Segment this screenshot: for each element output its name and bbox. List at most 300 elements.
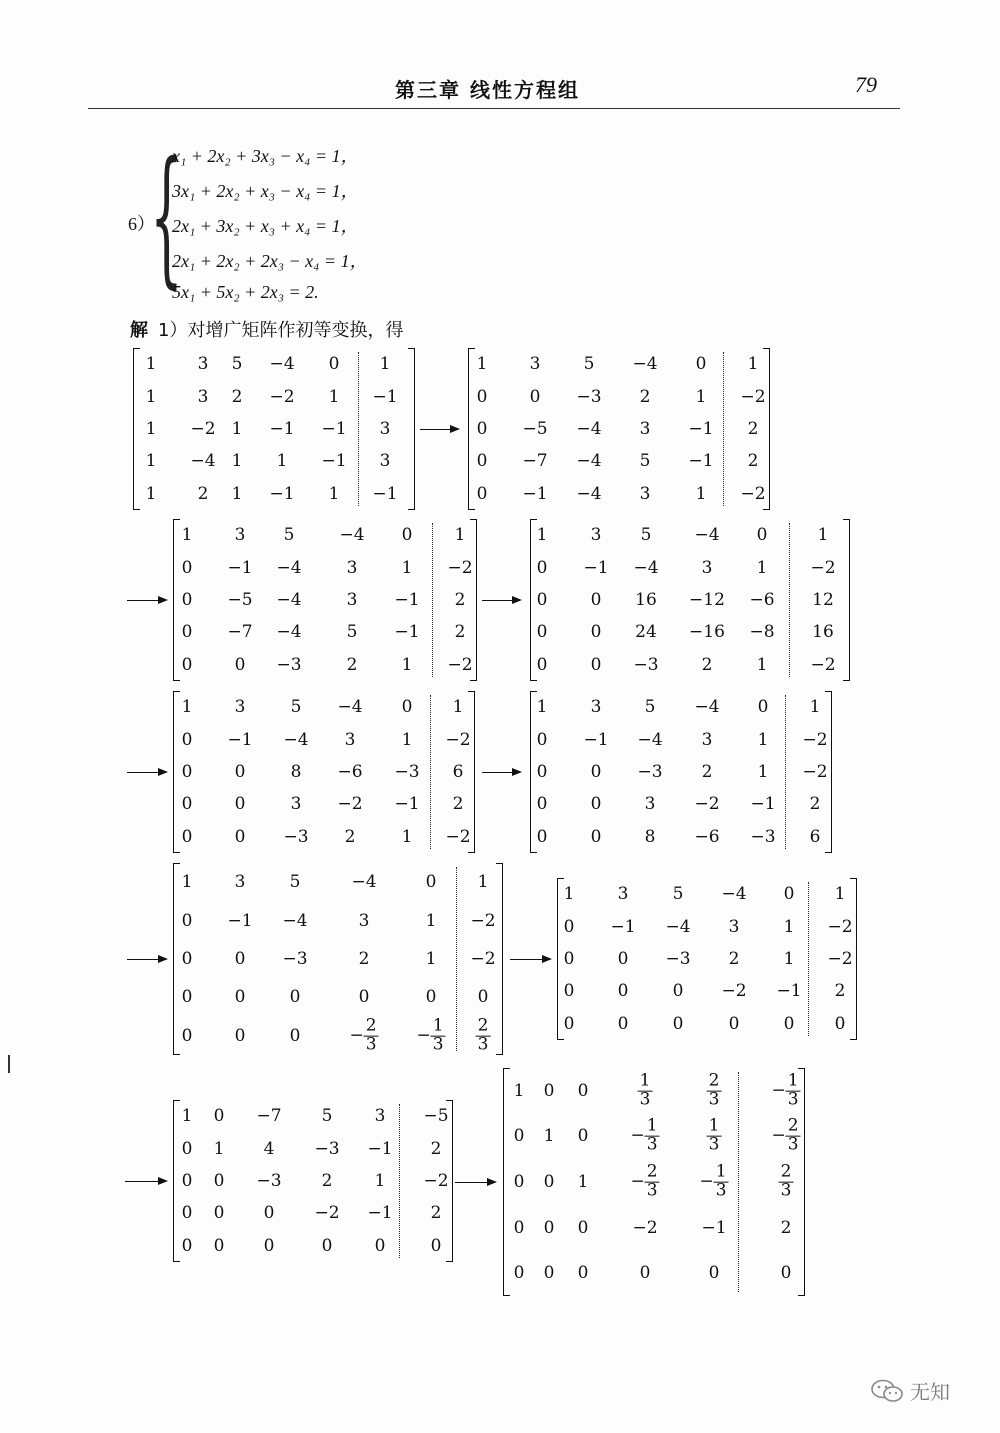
matrix-entry: 3 [728,916,740,937]
matrix-entry: 0 [543,1080,555,1101]
matrix-entry: 0 [425,872,437,893]
matrix-entry: 0 [234,949,246,969]
matrix-entry: 3 [358,910,370,931]
matrix-entry: 1 [401,826,413,847]
matrix-entry: 0 [536,729,548,750]
matrix-entry: 0 [181,987,193,1008]
matrix-entry: 3 [234,872,246,893]
matrix-entry: $\frac{2}{3}$ [477,1015,489,1055]
matrix-entry: −2 [632,1217,658,1238]
augment-divider [456,867,457,1051]
matrix-entry: 0 [181,949,193,969]
matrix-entry: 2 [639,386,651,407]
matrix-entry: 0 [756,525,768,546]
matrix-entry: −2 [802,729,828,750]
matrix-entry: 5 [640,525,652,546]
matrix-entry: 0 [477,987,489,1008]
augment-divider [738,1072,739,1292]
matrix-entry: −4 [576,483,602,504]
augmented-matrix-4 [530,519,850,681]
matrix-entry: −3 [637,762,663,782]
matrix-entry: −1 [227,557,253,578]
matrix-entry: 6 [452,762,464,782]
matrix-entry: − $\frac{1}{3}$ [630,1116,658,1155]
watermark [870,1376,950,1405]
matrix-entry: 3 [197,354,209,375]
matrix-entry: 0 [513,1217,525,1238]
matrix-entry: 0 [181,1203,193,1224]
matrix-entry: −1 [372,386,398,407]
matrix-entry: 3 [617,884,629,905]
augment-divider [430,695,431,849]
matrix-entry: 0 [321,1235,333,1256]
matrix-entry: 1 [231,451,243,472]
augmented-matrix-6 [530,691,832,853]
matrix-entry: −6 [337,762,363,782]
matrix-entry: −4 [633,557,659,578]
matrix-entry: 2 [454,622,466,643]
matrix-entry: 1 [231,419,243,439]
matrix-entry: 1 [328,386,340,407]
matrix-entry: 1 [513,1080,525,1101]
left-bracket [173,1100,180,1262]
matrix-entry: −3 [283,826,309,847]
equation-1: x₁ + 2x₂ + 3x₃ − x₄ = 1， [172,146,359,166]
matrix-entry: 1 [577,1172,589,1192]
matrix-entry: −2 [447,654,473,675]
matrix-entry: 2 [231,386,243,407]
matrix-entry: 1 [401,729,413,750]
matrix-entry: 0 [234,826,246,847]
matrix-entry: 0 [513,1172,525,1192]
matrix-entry: −5 [227,590,253,610]
equation-brace: { [150,130,183,302]
matrix-entry: 0 [181,1138,193,1159]
matrix-entry: −12 [689,590,725,610]
matrix-entry: −1 [688,419,714,439]
matrix-entry: 0 [401,525,413,546]
matrix-entry: 3 [346,590,358,610]
transform-arrow [125,1181,166,1182]
matrix-entry: 0 [783,884,795,905]
matrix-entry: 1 [181,872,193,893]
matrix-entry: 2 [197,483,209,504]
matrix-entry: −4 [276,590,302,610]
matrix-entry: 5 [289,872,301,893]
matrix-entry: 3 [529,354,541,375]
matrix-entry: −4 [665,916,691,937]
matrix-entry: 5 [231,354,243,375]
matrix-entry: 2 [780,1217,792,1238]
augmented-matrix-9 [173,1100,453,1262]
matrix-entry: 0 [563,981,575,1002]
matrix-entry: 0 [834,1013,846,1034]
matrix-entry: − $\frac{1}{3}$ [771,1070,799,1110]
left-bracket [133,348,140,510]
matrix-entry: −4 [269,354,295,375]
augmented-matrix-5 [173,691,475,853]
augmented-matrix-7 [173,863,503,1055]
matrix-entry: −3 [633,654,659,675]
matrix-entry: 0 [234,762,246,782]
right-bracket [843,519,850,681]
matrix-entry: 0 [617,1013,629,1034]
matrix-entry: 1 [374,1171,386,1191]
matrix-entry: 0 [181,1171,193,1191]
transform-arrow [455,1182,495,1183]
matrix-entry: 0 [536,762,548,782]
matrix-entry: 0 [263,1235,275,1256]
matrix-entry: −6 [749,590,775,610]
matrix-entry: 0 [543,1217,555,1238]
matrix-entry: 2 [430,1203,442,1224]
transform-arrow [420,429,458,430]
matrix-entry: 0 [476,483,488,504]
matrix-entry: 0 [780,1263,792,1284]
matrix-entry: 4 [263,1138,275,1159]
matrix-entry: −4 [632,354,658,375]
matrix-entry: −1 [394,794,420,815]
augment-divider [432,523,433,677]
matrix-entry: −2 [802,762,828,782]
matrix-entry: 3 [379,419,391,439]
wechat-icon [870,1379,904,1403]
matrix-entry: −2 [314,1203,340,1224]
matrix-entry: 0 [181,729,193,750]
left-bracket [468,348,475,510]
matrix-entry: 1 [757,762,769,782]
matrix-entry: 2 [834,981,846,1002]
matrix-entry: −2 [470,910,496,931]
matrix-entry: 0 [263,1203,275,1224]
matrix-entry: 0 [672,981,684,1002]
matrix-entry: 3 [639,483,651,504]
matrix-entry: −1 [372,483,398,504]
matrix-entry: −4 [721,884,747,905]
matrix-entry: −4 [282,910,308,931]
matrix-entry: $\frac{1}{3}$ [708,1116,720,1155]
matrix-entry: $\frac{2}{3}$ [780,1161,792,1201]
matrix-entry: 3 [344,729,356,750]
matrix-entry: 1 [756,557,768,578]
matrix-entry: 0 [513,1126,525,1147]
matrix-entry: 5 [321,1106,333,1127]
matrix-entry: 12 [812,590,834,610]
matrix-entry: 1 [536,697,548,718]
matrix-entry: $\frac{1}{3}$ [639,1070,651,1110]
matrix-entry: 0 [543,1172,555,1192]
transform-arrow [127,959,166,960]
matrix-entry: − $\frac{1}{3}$ [699,1161,727,1201]
matrix-entry: 1 [425,910,437,931]
matrix-entry: 5 [583,354,595,375]
matrix-entry: −7 [256,1106,282,1127]
matrix-entry: 0 [328,354,340,375]
matrix-entry: −5 [423,1106,449,1127]
matrix-entry: 0 [289,987,301,1008]
matrix-entry: 0 [617,949,629,969]
matrix-entry: −2 [423,1171,449,1191]
matrix-entry: 0 [536,654,548,675]
matrix-entry: 2 [701,654,713,675]
matrix-entry: 2 [430,1138,442,1159]
matrix-entry: −4 [283,729,309,750]
left-bracket [173,863,180,1055]
matrix-entry: 0 [563,1013,575,1034]
matrix-entry: −2 [337,794,363,815]
matrix-entry: 3 [379,451,391,472]
matrix-entry: 16 [635,590,657,610]
matrix-entry: −2 [470,949,496,969]
matrix-entry: 5 [290,697,302,718]
matrix-entry: 1 [145,419,157,439]
matrix-entry: 16 [812,622,834,643]
matrix-entry: 0 [577,1263,589,1284]
matrix-entry: −1 [227,910,253,931]
matrix-entry: 1 [817,525,829,546]
margin-mark [8,1055,10,1073]
matrix-entry: −2 [810,654,836,675]
augmented-matrix-10 [503,1068,805,1296]
augmented-matrix-2 [468,348,770,510]
matrix-entry: 1 [695,483,707,504]
matrix-entry: −1 [776,981,802,1002]
transform-arrow [482,600,520,601]
matrix-entry: −2 [190,419,216,439]
matrix-entry: 0 [234,794,246,815]
matrix-entry: 2 [728,949,740,969]
matrix-entry: 1 [328,483,340,504]
matrix-entry: 0 [536,622,548,643]
matrix-entry: 0 [672,1013,684,1034]
matrix-entry: 0 [181,910,193,931]
matrix-entry: 3 [197,386,209,407]
matrix-entry: 3 [701,557,713,578]
matrix-entry: 5 [672,884,684,905]
matrix-entry: 0 [430,1235,442,1256]
matrix-entry: 1 [783,916,795,937]
matrix-entry: −4 [694,525,720,546]
matrix-entry: 0 [181,826,193,847]
matrix-entry: 5 [346,622,358,643]
matrix-entry: 0 [536,794,548,815]
matrix-entry: 3 [590,525,602,546]
matrix-entry: −1 [321,419,347,439]
matrix-entry: 0 [563,916,575,937]
matrix-entry: 1 [756,654,768,675]
matrix-entry: −2 [721,981,747,1002]
transform-arrow [510,959,550,960]
matrix-entry: 1 [425,949,437,969]
header-rule [88,108,900,109]
matrix-entry: 0 [213,1203,225,1224]
matrix-entry: −1 [394,622,420,643]
matrix-entry: −1 [610,916,636,937]
matrix-entry: 24 [635,622,657,643]
equation-3: 2x₁ + 3x₂ + x₃ + x₄ = 1， [172,216,359,236]
matrix-entry: −2 [740,386,766,407]
matrix-entry: 0 [476,451,488,472]
matrix-entry: 0 [529,386,541,407]
matrix-entry: 0 [590,622,602,643]
matrix-entry: − $\frac{2}{3}$ [771,1116,799,1155]
matrix-entry: −4 [694,697,720,718]
matrix-entry: −1 [583,557,609,578]
matrix-entry: 3 [234,697,246,718]
matrix-entry: −3 [750,826,776,847]
matrix-entry: 1 [181,1106,193,1127]
matrix-entry: 0 [695,354,707,375]
matrix-entry: 0 [639,1263,651,1284]
matrix-entry: 1 [401,557,413,578]
matrix-entry: 1 [563,884,575,905]
solution-intro [130,316,403,342]
augment-divider [808,882,809,1036]
matrix-entry: −2 [445,729,471,750]
matrix-entry: −2 [269,386,295,407]
matrix-entry: −7 [522,451,548,472]
matrix-entry: $\frac{2}{3}$ [708,1070,720,1110]
matrix-entry: −1 [688,451,714,472]
matrix-entry: −1 [701,1217,727,1238]
matrix-entry: 0 [577,1080,589,1101]
matrix-entry: − $\frac{2}{3}$ [349,1015,377,1055]
matrix-entry: −5 [522,419,548,439]
matrix-entry: 0 [181,1025,193,1046]
matrix-entry: 1 [452,697,464,718]
matrix-entry: −3 [314,1138,340,1159]
matrix-entry: 1 [809,697,821,718]
augmented-matrix-8 [557,878,857,1040]
equation-5: 5x₁ + 5x₂ + 2x₃ = 2. [172,282,319,302]
matrix-entry: 0 [234,1025,246,1046]
matrix-entry: 0 [181,654,193,675]
matrix-entry: 0 [577,1217,589,1238]
matrix-entry: 1 [401,654,413,675]
matrix-entry: 2 [701,762,713,782]
matrix-entry: 1 [536,525,548,546]
matrix-entry: 2 [454,590,466,610]
matrix-entry: 8 [290,762,302,782]
matrix-entry: 1 [834,884,846,905]
matrix-entry: 0 [213,1106,225,1127]
matrix-entry: 5 [639,451,651,472]
matrix-entry: −1 [583,729,609,750]
matrix-entry: −3 [394,762,420,782]
matrix-entry: 0 [590,762,602,782]
matrix-entry: 0 [401,697,413,718]
matrix-entry: −1 [750,794,776,815]
matrix-entry: 0 [577,1126,589,1147]
matrix-entry: 0 [536,826,548,847]
matrix-entry: 1 [276,451,288,472]
matrix-entry: 2 [747,419,759,439]
matrix-entry: 0 [513,1263,525,1284]
matrix-entry: −4 [337,697,363,718]
matrix-entry: 1 [145,451,157,472]
augment-divider [789,523,790,677]
matrix-entry: 0 [783,1013,795,1034]
matrix-entry: 1 [477,872,489,893]
matrix-entry: 2 [358,949,370,969]
matrix-entry: 0 [374,1235,386,1256]
matrix-entry: −1 [367,1203,393,1224]
matrix-entry: 2 [346,654,358,675]
matrix-entry: 3 [701,729,713,750]
equation-2: 3x₁ + 2x₂ + x₃ − x₄ = 1， [172,181,359,201]
chapter-title: 第三章 线性方程组 [395,78,580,102]
matrix-entry: −3 [256,1171,282,1191]
matrix-entry: 2 [452,794,464,815]
matrix-entry: 1 [145,386,157,407]
matrix-entry: 3 [234,525,246,546]
matrix-entry: 1 [747,354,759,375]
augment-divider [358,352,359,506]
matrix-entry: 1 [695,386,707,407]
matrix-entry: − $\frac{2}{3}$ [630,1161,658,1201]
matrix-entry: −3 [276,654,302,675]
matrix-entry: 0 [181,557,193,578]
right-bracket [496,863,503,1055]
matrix-entry: 0 [728,1013,740,1034]
matrix-entry: −4 [276,622,302,643]
matrix-entry: 0 [617,981,629,1002]
matrix-entry: 1 [543,1126,555,1147]
matrix-entry: 1 [145,483,157,504]
matrix-entry: −4 [276,557,302,578]
matrix-entry: −2 [740,483,766,504]
transform-arrow [127,600,166,601]
matrix-entry: 0 [590,826,602,847]
matrix-entry: −8 [749,622,775,643]
matrix-entry: −2 [445,826,471,847]
matrix-entry: 1 [476,354,488,375]
matrix-entry: 3 [346,557,358,578]
augmented-matrix-1 [133,348,415,510]
matrix-entry: 1 [231,483,243,504]
matrix-entry: 1 [181,525,193,546]
matrix-entry: −1 [394,590,420,610]
augment-divider [785,695,786,849]
matrix-entry: 3 [639,419,651,439]
page-number: 79 [855,72,877,97]
matrix-entry: 3 [590,697,602,718]
matrix-entry: −2 [827,949,853,969]
matrix-entry: 0 [708,1263,720,1284]
matrix-entry: 0 [358,987,370,1008]
matrix-entry: 2 [321,1171,333,1191]
matrix-entry: 0 [181,1235,193,1256]
matrix-entry: −4 [576,419,602,439]
matrix-entry: 0 [425,987,437,1008]
matrix-entry: 0 [213,1171,225,1191]
matrix-entry: −3 [665,949,691,969]
matrix-entry: 1 [783,949,795,969]
matrix-entry: −3 [576,386,602,407]
watermark-text: 无知 [910,1380,950,1404]
matrix-entry: 0 [234,654,246,675]
augment-divider [723,352,724,506]
equation-4: 2x₁ + 2x₂ + 2x₃ − x₄ = 1， [172,251,368,271]
left-bracket [173,691,180,853]
matrix-entry: −3 [282,949,308,969]
matrix-entry: 1 [379,354,391,375]
augment-divider [399,1104,400,1258]
matrix-entry: 3 [290,794,302,815]
matrix-entry: 1 [213,1138,225,1159]
matrix-entry: 0 [213,1235,225,1256]
matrix-entry: −1 [522,483,548,504]
